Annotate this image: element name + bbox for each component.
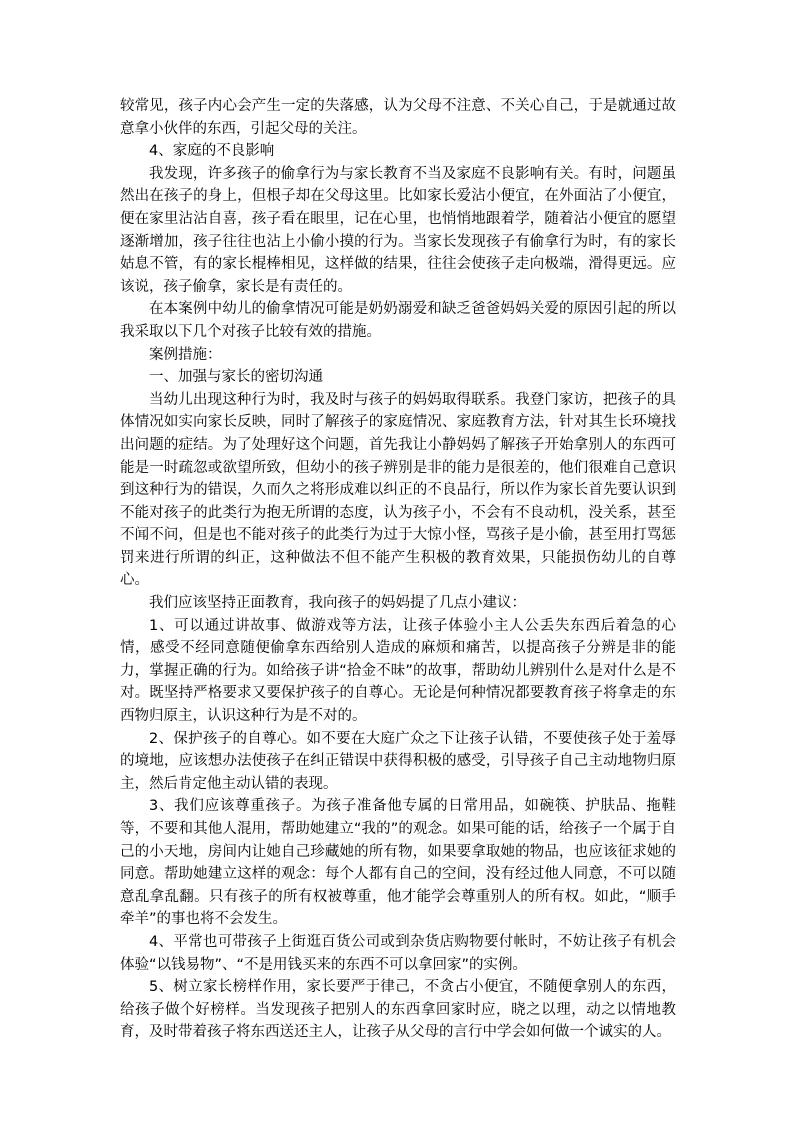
document-page [120, 95, 676, 1044]
paragraph-1: 较常见，孩子内心会产生一定的失落感，认为父母不注意、不关心自己，于是就通过故意拿小伙伴的东西，引起父母的关注。 [120, 98, 676, 137]
heading-parent-communication: 一、加强与家长的密切沟通 [149, 369, 323, 386]
suggestion-3: 3、我们应该尊重孩子。为孩子准备他专属的日常用品，如碗筷、护肤品、拖鞋等，不要和其他人混用，帮助她建立“我的”的观念。如果可能的话，给孩子一个属于自己的小天地，房间内让她自己珍藏她的所有物，如果要拿取她的物品，也应该征求她的同意。帮助她建立这样的观念：每个人都有自己的空间，没有经过他人同意，不可以随意乱拿乱翻。只有孩子的所有权被尊重，他才能学会尊重别人的所有权。如此，“顺手牵羊”的事也将不会发生。 [120, 798, 676, 928]
heading-family-influence: 4、家庭的不良影响 [149, 143, 275, 160]
suggestion-5: 5、树立家长榜样作用，家长要严于律己，不贪占小便宜，不随便拿别人的东西，给孩子做个好榜样。当发现孩子把别人的东西拿回家时应，晓之以理，动之以情地教育，及时带着孩子将东西送还主人，让孩子从父母的言行中学会如何做一个诚实的人。 [120, 979, 676, 1041]
paragraph-4: 在本案例中幼儿的偷拿情况可能是奶奶溺爱和缺乏爸爸妈妈关爱的原因引起的所以我采取以下几个对孩子比较有效的措施。 [120, 301, 676, 340]
suggestion-1: 1、可以通过讲故事、做游戏等方法，让孩子体验小主人公丢失东西后着急的心情，感受不经同意随便偷拿东西给别人造成的麻烦和痛苦，以提高孩子分辨是非的能力，掌握正确的行为。如给孩子讲“拾金不昧”的故事，帮助幼儿辨别什么是对什么是不对。既坚持严格要求又要保护孩子的自尊心。无论是何种情况都要教育孩子将拿走的东西物归原主，认识这种行为是不对的。 [120, 617, 676, 725]
suggestion-2: 2、保护孩子的自尊心。如不要在大庭广众之下让孩子认错，不要使孩子处于羞辱的境地，应该想办法使孩子在纠正错误中获得积极的感受，引导孩子自己主动地物归原主，然后肯定他主动认错的表现。 [120, 730, 676, 792]
paragraph-8: 我们应该坚持正面教育，我向孩子的妈妈提了几点小建议： [149, 595, 526, 612]
paragraph-3: 我发现，许多孩子的偷拿行为与家长教育不当及家庭不良影响有关。有时，问题虽然出在孩子的身上，但根子却在父母这里。比如家长爱沾小便宜，在外面沾了小便宜，便在家里沾沾自喜，孩子看在眼里，记在心里，也悄悄地跟着学，随着沾小便宜的愿望逐渐增加，孩子往往也沾上小偷小摸的行为。当家长发现孩子有偷拿行为时，有的家长姑息不管，有的家长棍棒相见，这样做的结果，往往会使孩子走向极端，滑得更远。应该说，孩子偷拿，家长是有责任的。 [120, 165, 676, 295]
heading-case-measures: 案例措施： [149, 346, 222, 363]
paragraph-7: 当幼儿出现这种行为时，我及时与孩子的妈妈取得联系。我登门家访，把孩子的具体情况如实向家长反映，同时了解孩子的家庭情况、家庭教育方法，针对其生长环境找出问题的症结。为了处理好这个问题，首先我让小静妈妈了解孩子开始拿别人的东西可能是一时疏忽或欲望所致，但幼小的孩子辨别是非的能力是很差的，他们很难自己意识到这种行为的错误，久而久之将形成难以纠正的不良品行，所以作为家长首先要认识到不能对孩子的此类行为抱无所谓的态度，认为孩子小，不会有不良动机，没关系，甚至不闻不问，但是也不能对孩子的此类行为过于大惊小怪，骂孩子是小偷，甚至用打骂惩罚来进行所谓的纠正，这种做法不但不能产生积极的教育效果，只能损伤幼儿的自尊心。 [120, 391, 676, 589]
suggestion-4: 4、平常也可带孩子上街逛百货公司或到杂货店购物要付帐时，不妨让孩子有机会体验“以钱易物”、“不是用钱买来的东西不可以拿回家”的实例。 [120, 933, 676, 973]
